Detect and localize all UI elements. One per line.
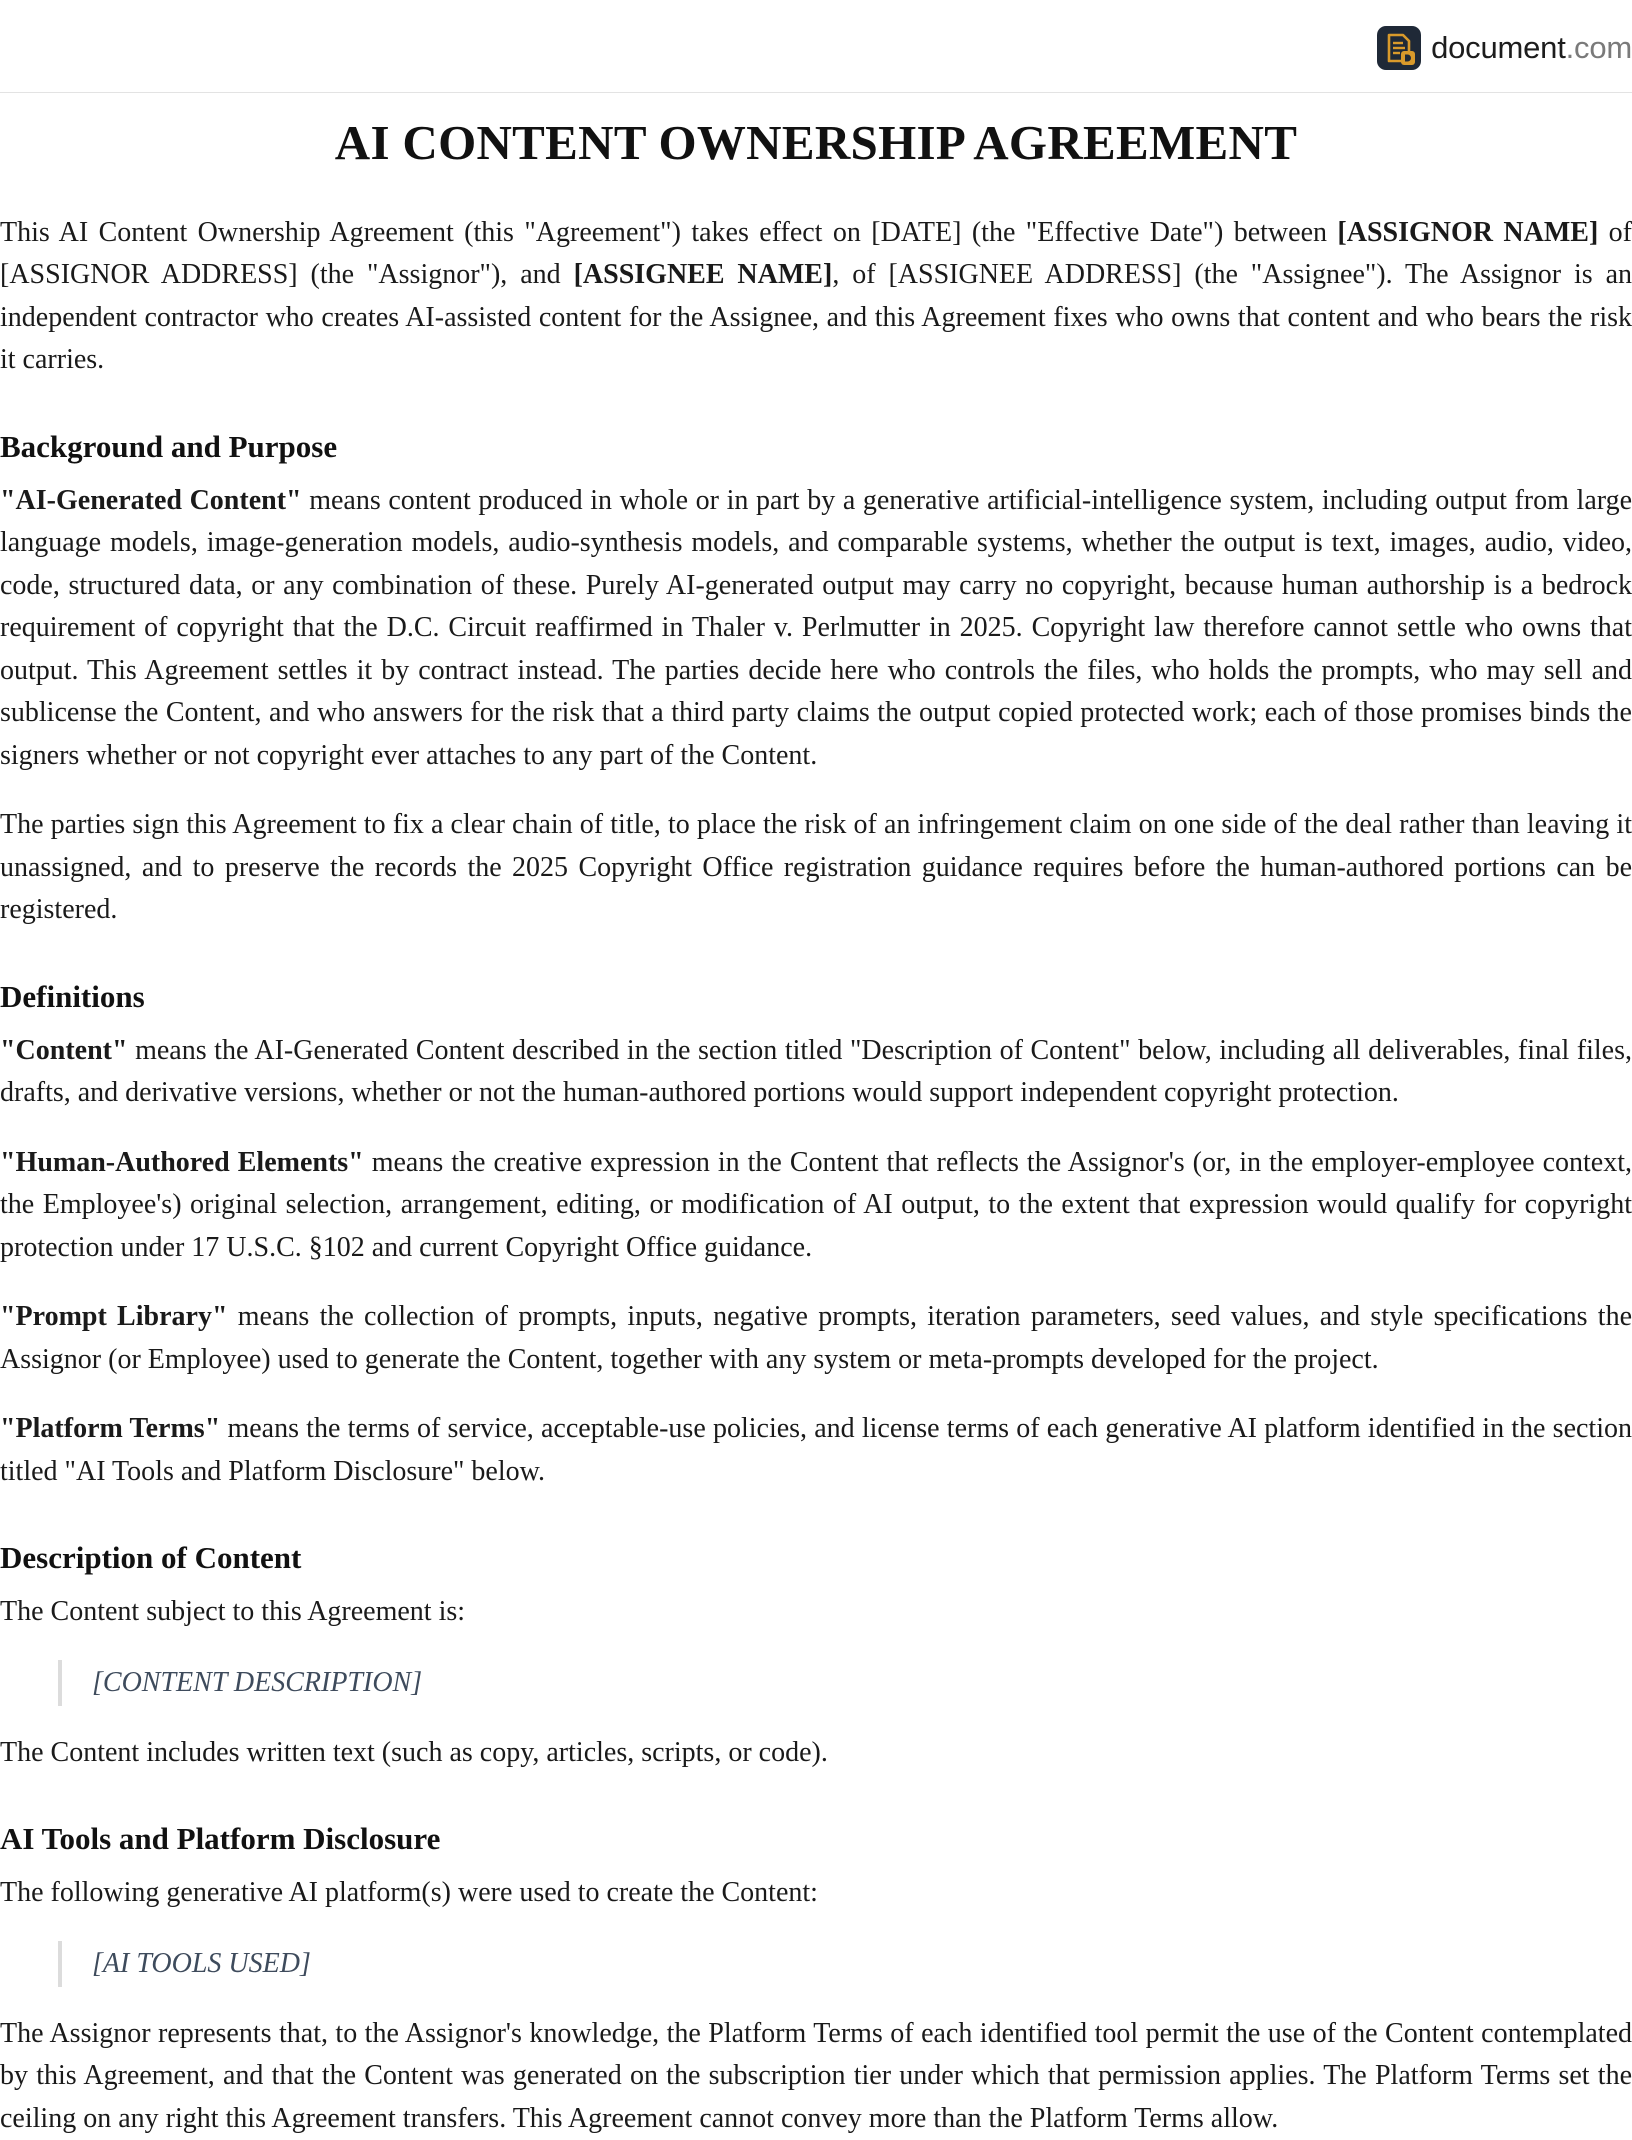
brand-name: document.com (1431, 30, 1632, 65)
paragraph: The Assignor represents that, to the Assignor's knowledge, the Platform Terms of each identified tool permit the use of the Content contemplated by this Agreement, and that the Content was generated on the subscription tier under which that permission applies. The Platform Terms set the ceiling on any right this Agreement transfers. This Agreement cannot convey more than the Platform Terms allow. (0, 2017, 1632, 2134)
section-heading: Description of Content (0, 1540, 302, 1576)
section-heading: Background and Purpose (0, 428, 338, 464)
assignee-name-placeholder: [ASSIGNEE NAME] (573, 259, 833, 291)
defined-term: "Platform Terms" (0, 1413, 221, 1445)
defined-term: "Content" (0, 1034, 128, 1066)
definition-item: "Prompt Library" means the collection of prompts, inputs, negative prompts, iteration parameters, seed values, and style specifications the Assignor (or Employee) used to generate the Content, together with any system or meta-prompts developed for the project. (0, 1301, 1632, 1375)
paragraph: The following generative AI platform(s) were used to create the Content: (0, 1877, 818, 1909)
paragraph: The Content includes written text (such as copy, articles, scripts, or code). (0, 1736, 828, 1768)
defined-term: "AI-Generated Content" (0, 484, 302, 516)
document-logo-icon (1377, 26, 1421, 70)
section-heading: Definitions (0, 978, 145, 1014)
content-description-placeholder: [CONTENT DESCRIPTION] (58, 1660, 1632, 1706)
paragraph: "AI-Generated Content" means content produced in whole or in part by a generative artificial-intelligence system, including output from large language models, image-generation models, audio-synthesis models, and comparable systems, whether the output is text, images, audio, video, code, structured data, or any combination of these. Purely AI-generated output may carry no copyright, because human authorship is a bedrock requirement of copyright that the D.C. Circuit reaffirmed in Thaler v. Perlmutter in 2025. Copyright law therefore cannot settle who owns that output. This Agreement settles it by contract instead. The parties decide here who controls the files, who holds the prompts, who may sell and sublicense the Content, and who answers for the risk that a third party claims the output copied protected work; each of those promises binds the signers whether or not copyright ever attaches to any part of the Content. (0, 484, 1632, 771)
section-background (0, 427, 1632, 932)
paragraph: The Content subject to this Agreement is: (0, 1596, 466, 1628)
document-title: AI CONTENT OWNERSHIP AGREEMENT (334, 115, 1298, 170)
section-heading: AI Tools and Platform Disclosure (0, 1821, 441, 1857)
defined-term: "Human-Authored Elements" (0, 1146, 364, 1178)
section-description-of-content (0, 1538, 1632, 1774)
defined-term: "Prompt Library" (0, 1301, 228, 1333)
paragraph: The parties sign this Agreement to fix a clear chain of title, to place the risk of an infringement claim on one side of the deal rather than leaving it unassigned, and to preserve the records the 2025 Copyright Office registration guidance requires before the human-authored portions can be registered. (0, 809, 1632, 926)
section-definitions (0, 977, 1632, 1494)
ai-tools-placeholder: [AI TOOLS USED] (58, 1941, 1632, 1987)
brand-logo-link[interactable] (1377, 26, 1632, 70)
top-bar (0, 0, 1632, 93)
intro-paragraph: This AI Content Ownership Agreement (this "Agreement") takes effect on [DATE] (the "Effective Date") between [ASSIGNOR NAME] of [ASSIGNOR ADDRESS] (the "Assignor"), and [ASSIGNEE NAME], of [ASSIGNEE ADDRESS] (the "Assignee"). The Assignor is an independent contractor who creates AI-assisted content for the Assignee, and this Agreement fixes who owns that content and who bears the risk it carries. (0, 216, 1632, 376)
section-ai-tools-disclosure (0, 1819, 1632, 2140)
definition-item: "Human-Authored Elements" means the creative expression in the Content that reflects the Assignor's (or, in the employer-employee context, the Employee's) original selection, arrangement, editing, or modification of AI output, to the extent that expression would qualify for copyright protection under 17 U.S.C. §102 and current Copyright Office guidance. (0, 1146, 1632, 1263)
definition-item: "Content" means the AI-Generated Content described in the section titled "Description of Content" below, including all deliverables, final files, drafts, and derivative versions, whether or not the human-authored portions would support independent copyright protection. (0, 1034, 1632, 1109)
definition-item: "Platform Terms" means the terms of service, acceptable-use policies, and license terms of each generative AI platform identified in the section titled "AI Tools and Platform Disclosure" below. (0, 1413, 1632, 1487)
document-body (0, 92, 1632, 2140)
assignor-name-placeholder: [ASSIGNOR NAME] (1337, 216, 1599, 248)
